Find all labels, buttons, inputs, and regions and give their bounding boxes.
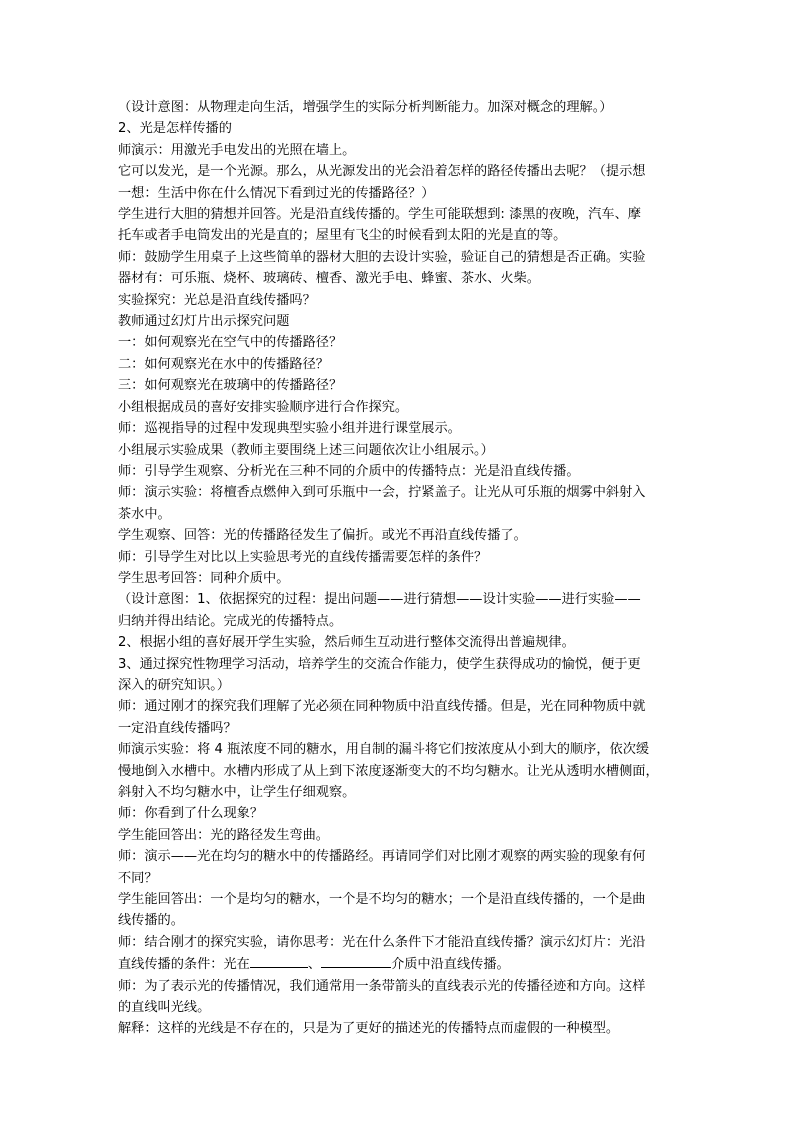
text-line: （设计意图：1、依据探究的过程：提出问题——进行猜想——设计实验——进行实验—— (118, 592, 641, 608)
text-line: 师：你看到了什么现象？ (118, 806, 264, 822)
text-line: 师：引导学生对比以上实验思考光的直线传播需要怎样的条件？ (118, 549, 488, 565)
text-line: 师演示实验：将 4 瓶浓度不同的糖水，用自制的漏斗将它们按浓度从小到大的顺序，依次缓 (118, 742, 650, 758)
text-line: 师演示：用激光手电发出的光照在墙上。 (118, 142, 356, 158)
text-line: 不同？ (118, 870, 158, 886)
text-line: 深入的研究知识。） (118, 677, 231, 693)
lesson-plan-text (118, 97, 678, 1040)
fill-line-separator: 、 (307, 957, 322, 973)
text-line: 2、光是怎样传播的 (118, 121, 232, 137)
text-line: 学生能回答出：一个是均匀的糖水，一个是不均匀的糖水；一个是沿直线传播的，一个是曲 (118, 892, 646, 908)
text-line: 教师通过幻灯片出示探究问题 (118, 314, 290, 330)
text-line: 师：引导学生观察、分析光在三种不同的介质中的传播特点：光是沿直线传播。 (118, 463, 580, 479)
blank-field-1 (250, 953, 308, 968)
text-line: 器材有：可乐瓶、烧杯、玻璃砖、檀香、激光手电、蜂蜜、茶水、火柴。 (118, 271, 540, 287)
text-line: 三：如何观察光在玻璃中的传播路径？ (118, 378, 343, 394)
blank-field-2 (321, 953, 391, 968)
text-line: 学生能回答出：光的路径发生弯曲。 (118, 827, 329, 843)
fill-line-suffix: 介质中沿直线传播。 (391, 957, 510, 973)
text-line: 师：演示实验：将檀香点燃伸入到可乐瓶中一会，拧紧盖子。让光从可乐瓶的烟雾中斜射入 (118, 485, 646, 501)
text-line: 归纳并得出结论。完成光的传播特点。 (118, 613, 343, 629)
text-line: 的直线叫光线。 (118, 1000, 211, 1016)
text-line: 二：如何观察光在水中的传播路径？ (118, 356, 329, 372)
text-line: 线传播的。 (118, 913, 184, 929)
text-line: 学生思考回答：同种介质中。 (118, 570, 290, 586)
text-line: 解释：这样的光线是不存在的，只是为了更好的描述光的传播特点而虚假的一种模型。 (118, 1021, 620, 1037)
text-line: 师：结合刚才的探究实验，请你思考：光在什么条件下才能沿直线传播？演示幻灯片：光沿 (118, 934, 646, 950)
text-line: 一定沿直线传播吗？ (118, 720, 237, 736)
text-line: 学生进行大胆的猜想并回答。光是沿直线传播的。学生可能联想到: 漆黑的夜晚，汽车、摩 (118, 207, 641, 223)
text-line: 它可以发光，是一个光源。那么，从光源发出的光会沿着怎样的路径传播出去呢？（提示想 (118, 164, 646, 180)
text-line: 实验探究：光总是沿直线传播吗？ (118, 292, 316, 308)
text-line: （设计意图：从物理走向生活，增强学生的实际分析判断能力。加深对概念的理解。） (118, 100, 613, 115)
text-line: 一想：生活中你在什么情况下看到过光的传播路径？） (118, 185, 435, 201)
text-line: 茶水中。 (118, 506, 171, 522)
text-line: 斜射入不均匀糖水中，让学生仔细观察。 (118, 785, 356, 800)
text-line: 慢地倒入水槽中。水槽内形成了从上到下浓度逐渐变大的不均匀糖水。让光从透明水槽侧面， (118, 763, 659, 779)
text-line: 3、通过探究性物理学习活动，培养学生的交流合作能力，使学生获得成功的愉悦，便于更 (118, 656, 641, 672)
text-line: 一：如何观察光在空气中的传播路径？ (118, 335, 343, 351)
text-line: 师：通过刚才的探究我们理解了光必须在同种物质中沿直线传播。但是，光在同种物质中就 (118, 699, 646, 715)
text-line: 学生观察、回答：光的传播路径发生了偏折。或光不再沿直线传播了。 (118, 528, 527, 544)
text-line: 小组根据成员的喜好安排实验顺序进行合作探究。 (118, 399, 409, 415)
text-line: 师：鼓励学生用桌子上这些简单的器材大胆的去设计实验，验证自己的猜想是否正确。实验 (118, 249, 646, 265)
text-line: 托车或者手电筒发出的光是直的；屋里有飞尘的时候看到太阳的光是直的等。 (118, 228, 567, 244)
text-line: 师：巡视指导的过程中发现典型实验小组并进行课堂展示。 (118, 421, 461, 437)
text-line: 小组展示实验成果（教师主要围绕上述三问题依次让小组展示。） (118, 442, 494, 458)
text-line: 师：为了表示光的传播情况，我们通常用一条带箭头的直线表示光的传播径迹和方向。这样 (118, 978, 646, 994)
fill-line-prefix: 直线传播的条件：光在 (118, 957, 250, 973)
text-line: 2、根据小组的喜好展开学生实验，然后师生互动进行整体交流得出普遍规律。 (118, 635, 575, 651)
fill-in-blank-line (118, 953, 678, 975)
text-line: 师：演示——光在均匀的糖水中的传播路经。再请同学们对比刚才观察的两实验的现象有何 (118, 849, 646, 865)
